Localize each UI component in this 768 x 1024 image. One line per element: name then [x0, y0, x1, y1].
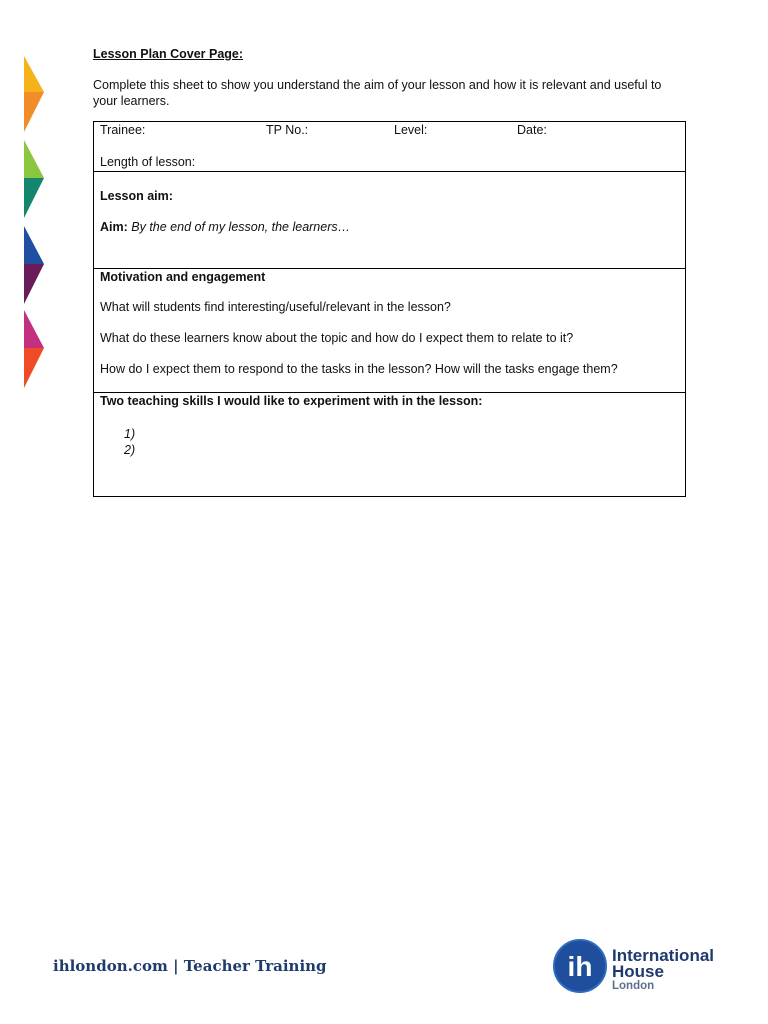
logo-wordmark	[612, 948, 714, 993]
ih-logo	[552, 938, 722, 996]
logo-line-1: International	[612, 946, 715, 965]
skills-section	[94, 393, 685, 496]
tp-no-label: TP No.:	[266, 123, 309, 137]
aim-section	[94, 172, 685, 269]
length-label: Length of lesson:	[100, 155, 196, 169]
aim-line	[100, 220, 350, 234]
footer-website[interactable]: ihlondon.com | Teacher Training	[53, 957, 327, 975]
motivation-question-1: What will students find interesting/useful/relevant in the lesson?	[100, 300, 451, 314]
decorative-triangles	[14, 48, 50, 393]
motivation-question-2: What do these learners know about the topic and how do I expect them to relate to it?	[100, 331, 574, 345]
date-label: Date:	[517, 123, 547, 137]
logo-line-2: House	[612, 962, 664, 981]
lesson-plan-form	[93, 121, 686, 497]
logo-initials: ih	[567, 951, 593, 982]
ih-logo-circle-icon	[552, 938, 608, 994]
skills-heading: Two teaching skills I would like to experiment with in the lesson:	[100, 394, 483, 408]
skill-item-1: 1)	[124, 427, 136, 441]
skill-item-2: 2)	[124, 443, 136, 457]
aim-text: By the end of my lesson, the learners…	[131, 220, 351, 234]
motivation-question-3: How do I expect them to respond to the tasks in the lesson? How will the tasks engage them?	[100, 362, 618, 376]
level-label: Level:	[394, 123, 428, 137]
motivation-heading: Motivation and engagement	[100, 270, 266, 284]
motivation-section	[94, 269, 685, 393]
page-title: Lesson Plan Cover Page:	[93, 47, 244, 61]
intro-text: Complete this sheet to show you understand the aim of your lesson and how it is relevant and useful to your learners.	[93, 78, 662, 108]
lesson-aim-heading: Lesson aim:	[100, 189, 173, 203]
aim-label: Aim:	[100, 220, 128, 234]
trainee-label: Trainee:	[100, 123, 146, 137]
logo-line-3: London	[612, 980, 655, 992]
details-section	[94, 122, 685, 172]
